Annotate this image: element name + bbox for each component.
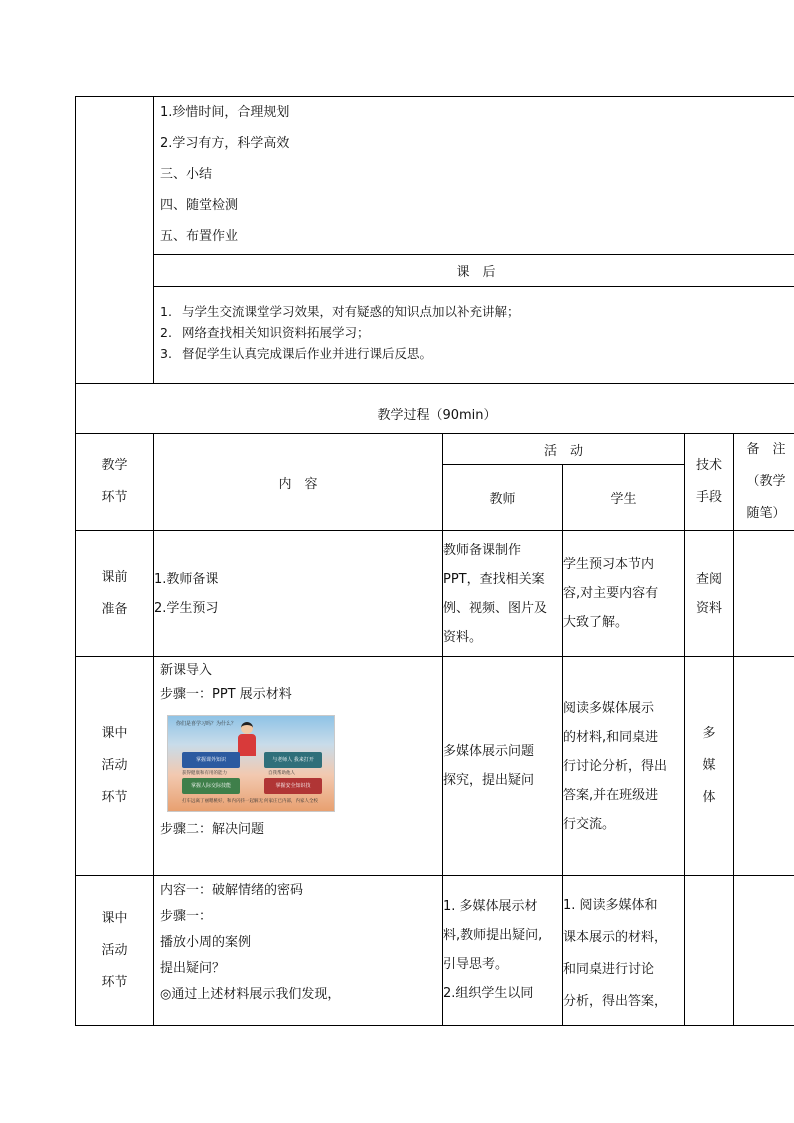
content-cell: 1.教师备课 2.学生预习 [154, 531, 443, 657]
header-student: 学生 [563, 465, 685, 531]
after-class-header: 课 后 [154, 255, 794, 287]
table-row [76, 531, 794, 657]
stage-cell: 课前 准备 [76, 531, 154, 657]
header-tech: 技术 手段 [685, 434, 734, 531]
slide-card: 与老师人 我来打开 [264, 752, 322, 768]
table-row [76, 876, 794, 1026]
slide-card: 掌握人际交际技能 [182, 778, 240, 794]
tech-cell: 查阅 资料 [685, 531, 734, 657]
notes-cell [734, 876, 794, 1026]
teacher-cell: 教师备课制作 PPT，查找相关案 例、视频、图片及 资料。 [443, 531, 563, 657]
stage-cell: 课中 活动 环节 [76, 657, 154, 876]
after-class-item: 2. 网络查找相关知识资料拓展学习； [160, 325, 370, 340]
content-cell: 新课导入 步骤一：PPT 展示材料 你们是喜学习吗？为什么？ 掌握课外知识 与老师人 我来打开 获得健康和有用的能力 自我帮助他人 掌握人际交际技能 掌握安全知识技 打车远离丁丽嗯桃好，和内闪抖一起解无 何家庄已内部，内家人全校 步骤二：解决问题 [154, 657, 443, 876]
tech-cell: 多 媒 体 [685, 657, 734, 876]
summary-cell [154, 97, 794, 255]
notes-cell [734, 657, 794, 876]
header-notes: 备 注 （教学 随笔） [734, 434, 794, 531]
student-cell: 学生预习本节内 容,对主要内容有 大致了解。 [563, 531, 685, 657]
teacher-cell: 多媒体展示问题 探究，提出疑问 [443, 657, 563, 876]
top-left-blank-cell [76, 97, 154, 384]
summary-line: 四、随堂检测 [160, 198, 239, 213]
summary-line: 五、布置作业 [160, 229, 239, 244]
after-class-item: 1. 与学生交流课堂学习效果，对有疑惑的知识点加以补充讲解； [160, 304, 520, 319]
summary-line: 1.珍惜时间，合理规划 [160, 105, 290, 120]
header-activity: 活 动 [443, 434, 685, 465]
header-stage: 教学 环节 [76, 434, 154, 531]
after-class-list [154, 287, 794, 384]
summary-line: 三、小结 [160, 167, 213, 182]
process-title: 教学过程（90min） [76, 384, 794, 434]
tech-cell [685, 876, 734, 1026]
header-teacher: 教师 [443, 465, 563, 531]
notes-cell [734, 531, 794, 657]
slide-card: 掌握课外知识 [182, 752, 240, 768]
header-content: 内 容 [154, 434, 443, 531]
slide-card: 掌握安全知识技 [264, 778, 322, 794]
ppt-thumbnail: 你们是喜学习吗？为什么？ 掌握课外知识 与老师人 我来打开 获得健康和有用的能力 自我帮助他人 掌握人际交际技能 掌握安全知识技 打车远离丁丽嗯桃好，和内闪抖一起解无 何家庄已内部，内家人全校 [167, 715, 335, 812]
stage-cell: 课中 活动 环节 [76, 876, 154, 1026]
summary-line: 2.学习有方，科学高效 [160, 136, 290, 151]
table-row [76, 657, 794, 876]
teacher-cell: 1. 多媒体展示材 料,教师提出疑问, 引导思考。 2.组织学生以同 [443, 876, 563, 1026]
student-cell: 1. 阅读多媒体和 课本展示的材料， 和同桌进行讨论 分析，得出答案， [563, 876, 685, 1026]
after-class-item: 3. 督促学生认真完成课后作业并进行课后反思。 [160, 346, 433, 361]
student-figure-icon [236, 722, 258, 756]
lesson-plan-table [75, 96, 794, 1026]
content-cell: 内容一：破解情绪的密码 步骤一： 播放小周的案例 提出疑问？ ◎通过上述材料展示我们发现， [154, 876, 443, 1026]
student-cell: 阅读多媒体展示 的材料,和同桌进 行讨论分析，得出 答案,并在班级进 行交流。 [563, 657, 685, 876]
